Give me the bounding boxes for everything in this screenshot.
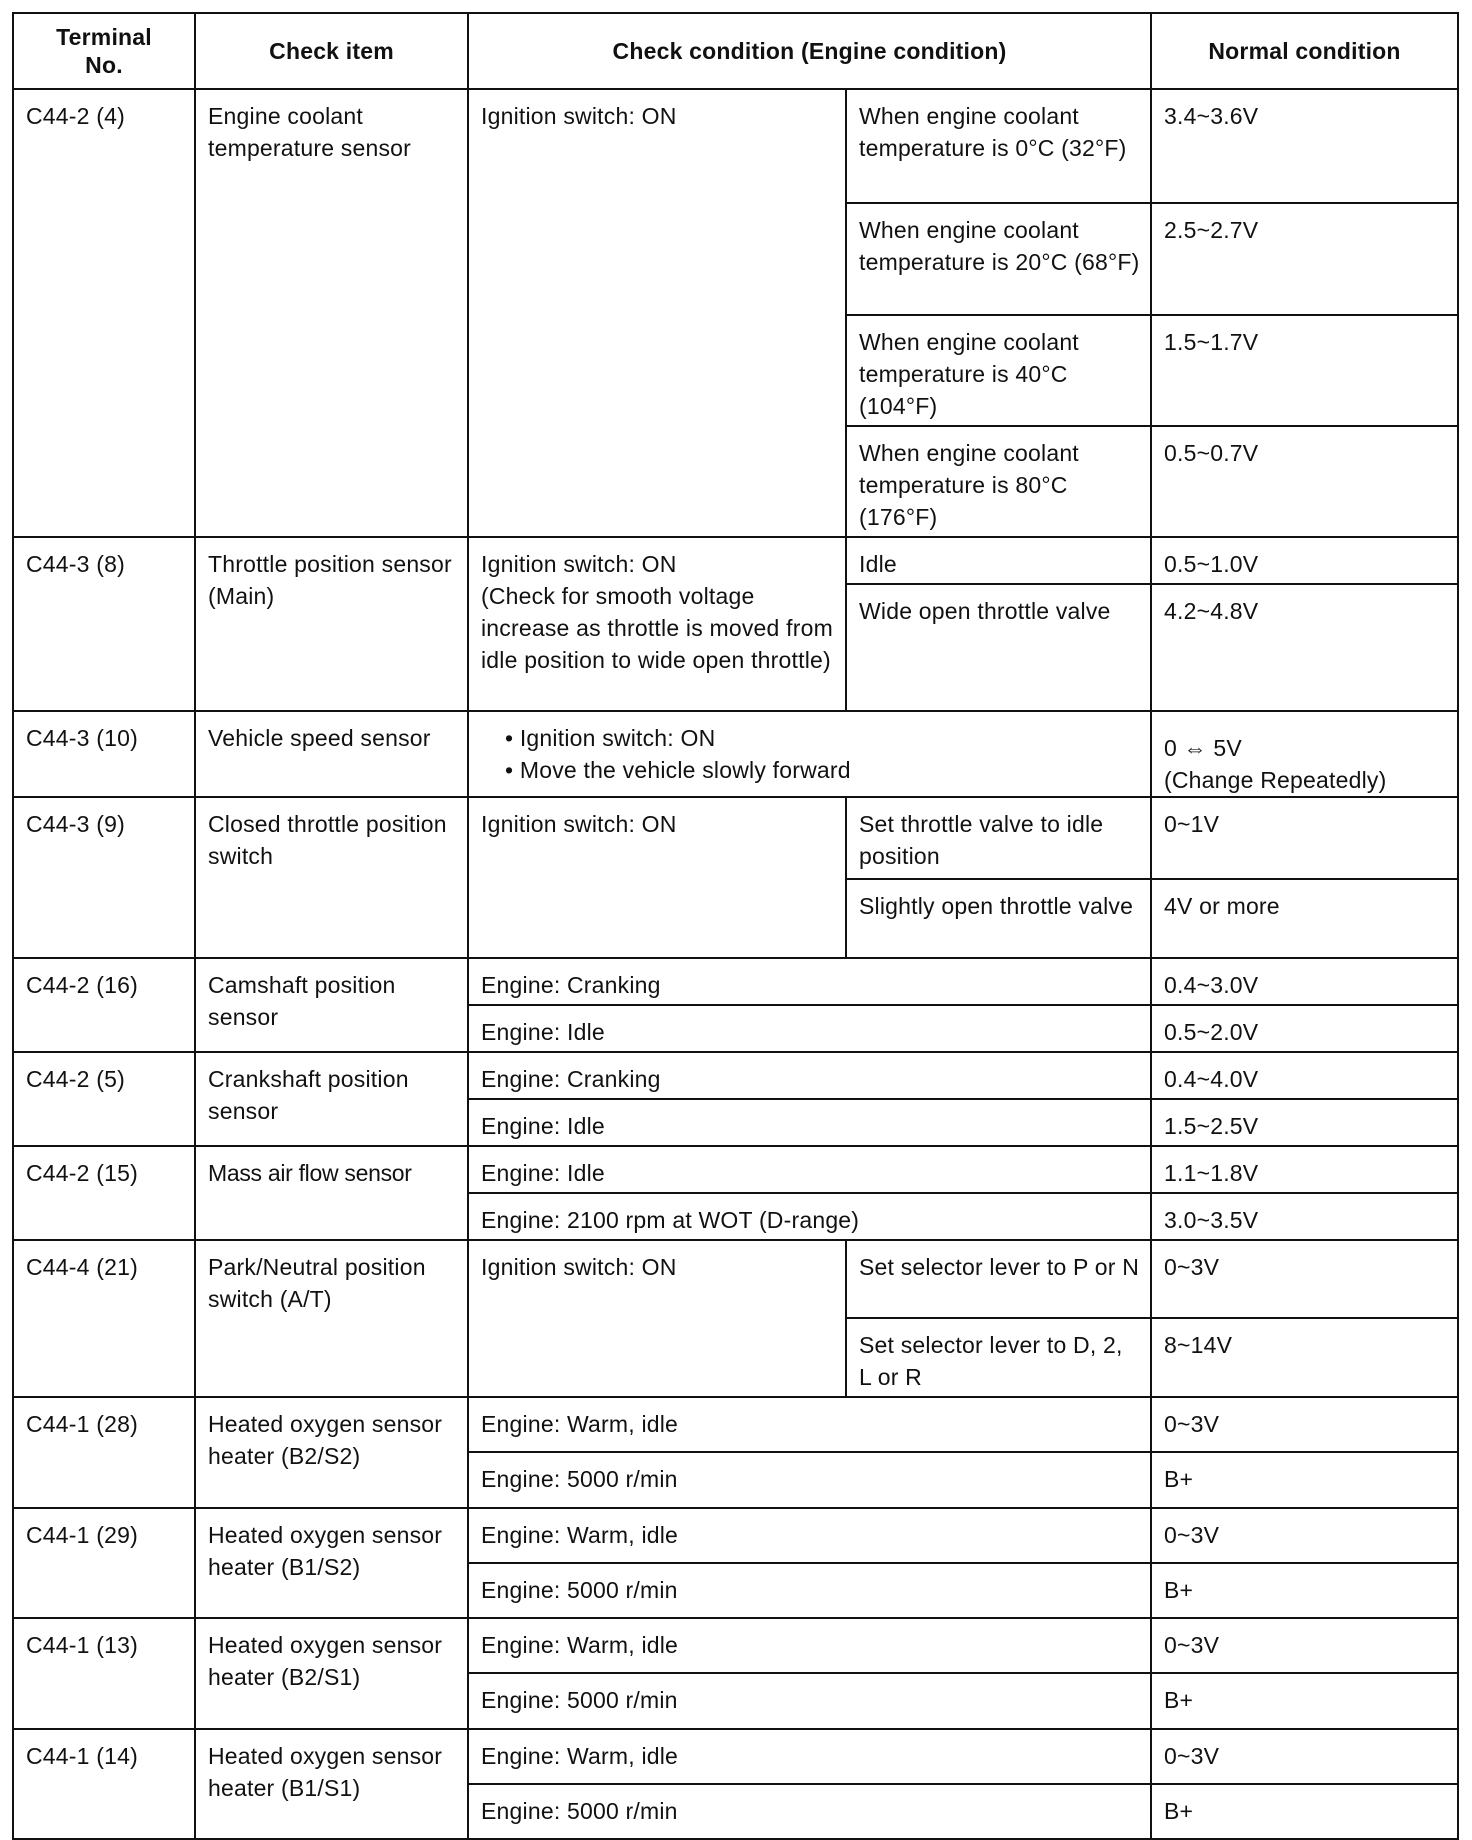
check-item-cell: Camshaft position sensor <box>195 958 468 1052</box>
terminal-cell: C44-1 (14) <box>13 1729 195 1839</box>
check-item-cell: Crankshaft position sensor <box>195 1052 468 1146</box>
normal-value-cell: 0.5~0.7V <box>1151 426 1458 537</box>
terminal-cell: C44-3 (8) <box>13 537 195 711</box>
condition-cell: • Ignition switch: ON • Move the vehicle slowly forward <box>468 711 1151 797</box>
terminal-cell: C44-3 (10) <box>13 711 195 797</box>
normal-value-cell: B+ <box>1151 1784 1458 1839</box>
terminal-cell: C44-1 (28) <box>13 1397 195 1508</box>
terminal-cell: C44-3 (9) <box>13 797 195 958</box>
sub-condition-cell: Slightly open throttle valve <box>846 879 1151 958</box>
header-row <box>13 13 1458 89</box>
normal-value-cell: 0.4~3.0V <box>1151 958 1458 1005</box>
sub-condition-cell: Idle <box>846 537 1151 584</box>
table-row <box>13 1729 1458 1784</box>
condition-cell: Engine: Idle <box>468 1005 1151 1052</box>
terminal-cell: C44-1 (29) <box>13 1508 195 1618</box>
header-check-item: Check item <box>195 13 468 89</box>
normal-value-cell: B+ <box>1151 1673 1458 1729</box>
normal-value-cell: 0.5~2.0V <box>1151 1005 1458 1052</box>
condition-cell: Engine: 5000 r/min <box>468 1673 1151 1729</box>
table-row <box>13 1052 1458 1099</box>
sub-condition-cell: When engine coolant temperature is 0°C (32°F) <box>846 89 1151 203</box>
condition-cell: Engine: 5000 r/min <box>468 1563 1151 1618</box>
condition-cell: Engine: Warm, idle <box>468 1508 1151 1563</box>
header-normal-condition: Normal condition <box>1151 13 1458 89</box>
check-item-cell: Heated oxygen sensor heater (B1/S1) <box>195 1729 468 1839</box>
condition-cell: Engine: Warm, idle <box>468 1397 1151 1452</box>
table-row <box>13 1146 1458 1193</box>
sub-condition-cell: Set throttle valve to idle position <box>846 797 1151 879</box>
normal-value-cell: 1.5~2.5V <box>1151 1099 1458 1146</box>
check-item-cell: Heated oxygen sensor heater (B2/S2) <box>195 1397 468 1508</box>
normal-value-cell: 0~3V <box>1151 1508 1458 1563</box>
normal-value-cell: 8~14V <box>1151 1318 1458 1397</box>
check-item-cell: Park/Neutral position switch (A/T) <box>195 1240 468 1397</box>
condition-cell: Ignition switch: ON <box>468 89 846 537</box>
sub-condition-cell: When engine coolant temperature is 20°C (68°F) <box>846 203 1151 315</box>
check-item-cell: Closed throttle position switch <box>195 797 468 958</box>
table-row <box>13 958 1458 1005</box>
normal-value-cell: 3.4~3.6V <box>1151 89 1458 203</box>
check-item-cell: Heated oxygen sensor heater (B1/S2) <box>195 1508 468 1618</box>
condition-cell: Engine: Warm, idle <box>468 1729 1151 1784</box>
header-terminal: Terminal No. <box>13 13 195 89</box>
table-row <box>13 711 1458 797</box>
ecm-terminal-check-table <box>12 12 1459 1840</box>
terminal-cell: C44-2 (5) <box>13 1052 195 1146</box>
normal-value-cell: 0.5~1.0V <box>1151 537 1458 584</box>
normal-value-cell: 0 ⇔ 5V (Change Repeatedly) <box>1151 711 1458 797</box>
terminal-cell: C44-2 (4) <box>13 89 195 537</box>
condition-cell: Engine: 2100 rpm at WOT (D-range) <box>468 1193 1151 1240</box>
condition-cell: Engine: Warm, idle <box>468 1618 1151 1673</box>
normal-value-cell: B+ <box>1151 1563 1458 1618</box>
normal-value-cell: 4V or more <box>1151 879 1458 958</box>
normal-value-cell: 0~3V <box>1151 1618 1458 1673</box>
header-check-condition: Check condition (Engine condition) <box>468 13 1151 89</box>
normal-value-cell: 1.1~1.8V <box>1151 1146 1458 1193</box>
normal-value-cell: 0.4~4.0V <box>1151 1052 1458 1099</box>
table-row <box>13 1240 1458 1318</box>
normal-value-cell: 1.5~1.7V <box>1151 315 1458 426</box>
condition-cell: Engine: Cranking <box>468 958 1151 1005</box>
normal-value-cell: 0~3V <box>1151 1397 1458 1452</box>
condition-cell: Ignition switch: ON <box>468 797 846 958</box>
check-item-cell: Vehicle speed sensor <box>195 711 468 797</box>
sub-condition-cell: When engine coolant temperature is 80°C (176°F) <box>846 426 1151 537</box>
normal-value-cell: 0~1V <box>1151 797 1458 879</box>
condition-cell: Engine: 5000 r/min <box>468 1452 1151 1508</box>
terminal-cell: C44-2 (15) <box>13 1146 195 1240</box>
condition-cell: Ignition switch: ON <box>468 1240 846 1397</box>
check-item-cell: Mass air flow sensor <box>195 1146 468 1240</box>
terminal-cell: C44-1 (13) <box>13 1618 195 1729</box>
sub-condition-cell: Set selector lever to P or N <box>846 1240 1151 1318</box>
normal-value-cell: 0~3V <box>1151 1240 1458 1318</box>
check-item-cell: Heated oxygen sensor heater (B2/S1) <box>195 1618 468 1729</box>
check-item-cell: Throttle position sensor (Main) <box>195 537 468 711</box>
sub-condition-cell: Wide open throttle valve <box>846 584 1151 711</box>
condition-cell: Engine: Idle <box>468 1146 1151 1193</box>
table-row <box>13 1397 1458 1452</box>
table-row <box>13 1618 1458 1673</box>
condition-cell: Engine: Idle <box>468 1099 1151 1146</box>
normal-value-cell: 2.5~2.7V <box>1151 203 1458 315</box>
check-item-cell: Engine coolant temperature sensor <box>195 89 468 537</box>
normal-value-cell: 0~3V <box>1151 1729 1458 1784</box>
condition-cell: Ignition switch: ON (Check for smooth voltage increase as throttle is moved from idle position to wide open throttle) <box>468 537 846 711</box>
sub-condition-cell: Set selector lever to D, 2, L or R <box>846 1318 1151 1397</box>
condition-cell: Engine: 5000 r/min <box>468 1784 1151 1839</box>
table-row <box>13 797 1458 879</box>
condition-cell: Engine: Cranking <box>468 1052 1151 1099</box>
table-row <box>13 1508 1458 1563</box>
terminal-cell: C44-4 (21) <box>13 1240 195 1397</box>
sub-condition-cell: When engine coolant temperature is 40°C (104°F) <box>846 315 1151 426</box>
normal-value-cell: B+ <box>1151 1452 1458 1508</box>
table-row <box>13 537 1458 584</box>
normal-value-cell: 4.2~4.8V <box>1151 584 1458 711</box>
terminal-cell: C44-2 (16) <box>13 958 195 1052</box>
table-row <box>13 89 1458 203</box>
normal-value-cell: 3.0~3.5V <box>1151 1193 1458 1240</box>
